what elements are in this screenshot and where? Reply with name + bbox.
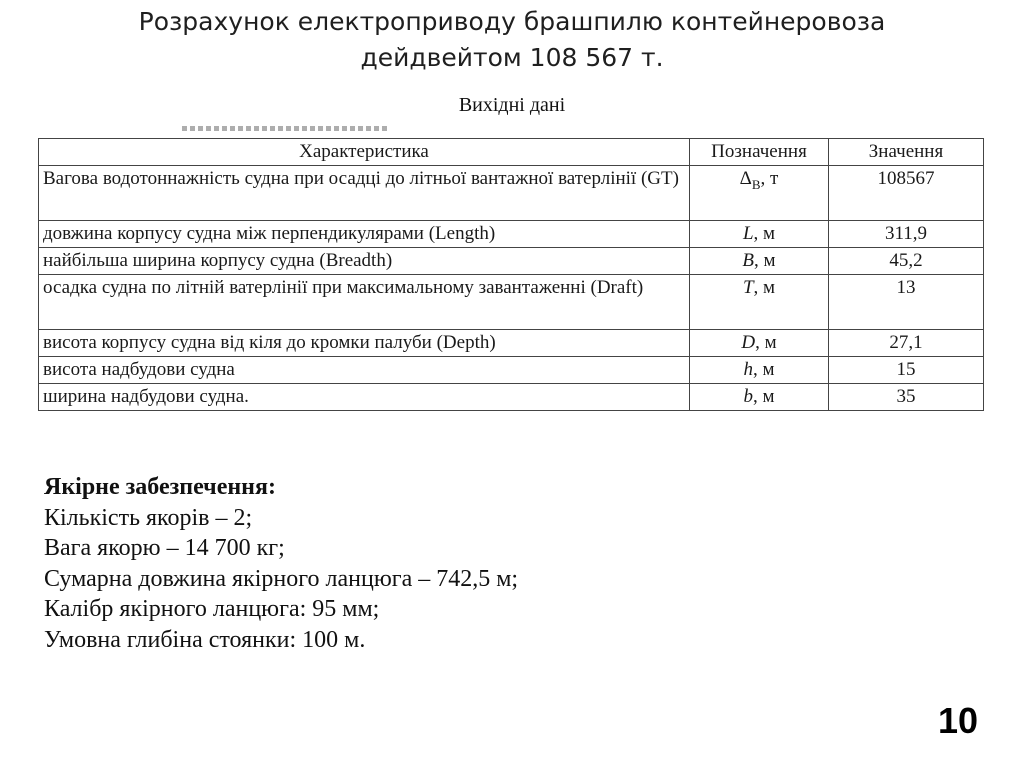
table-row xyxy=(39,330,984,357)
symbol-letter: L xyxy=(742,223,754,244)
row-name: ширина надбудови судна. xyxy=(39,384,690,411)
header-symbol: Позначення xyxy=(690,139,829,166)
page-number: 10 xyxy=(937,700,978,741)
row-value: 27,1 xyxy=(829,330,984,357)
header-characteristic: Характеристика xyxy=(39,139,690,166)
table-row xyxy=(39,275,984,330)
slide-title-line-2: дейдвейтом 108 567 т. xyxy=(360,43,664,72)
table-header-row xyxy=(39,139,984,166)
row-value: 13 xyxy=(829,275,984,330)
row-symbol: b, м xyxy=(690,384,829,411)
row-unit: м xyxy=(762,386,775,407)
table-row xyxy=(39,166,984,221)
row-name: найбільша ширина корпусу судна (Breadth) xyxy=(39,248,690,275)
slide-title-line-1: Розрахунок електроприводу брашпилю контейнеровоза xyxy=(138,7,886,36)
row-unit: м xyxy=(763,277,776,298)
table-row xyxy=(39,384,984,411)
table-row xyxy=(39,357,984,384)
row-symbol: h, м xyxy=(690,357,829,384)
anchor-line: Калібр якірного ланцюга: 95 мм; xyxy=(44,596,380,623)
row-name: Вагова водотоннажність судна при осадці до літньої вантажної ватерлінії (GT) xyxy=(39,166,690,221)
symbol-letter: b xyxy=(743,386,753,407)
symbol-delta: $\Delta_B$ xyxy=(739,168,761,192)
anchor-equipment-block xyxy=(44,472,518,656)
symbol-letter: T xyxy=(742,277,754,298)
row-name: висота надбудови судна xyxy=(39,357,690,384)
row-symbol: T, м xyxy=(690,275,829,330)
row-value: 15 xyxy=(829,357,984,384)
symbol-letter: h xyxy=(743,359,753,380)
row-unit: м xyxy=(763,223,776,244)
row-value: 311,9 xyxy=(829,221,984,248)
row-unit: м xyxy=(763,250,776,271)
row-symbol: D, м xyxy=(690,330,829,357)
row-symbol: $\Delta_B$, т xyxy=(690,166,829,221)
scan-artifact xyxy=(182,126,387,131)
row-value: 108567 xyxy=(829,166,984,221)
row-unit: м xyxy=(762,359,775,380)
header-value: Значення xyxy=(829,139,984,166)
row-symbol: L, м xyxy=(690,221,829,248)
row-name: довжина корпусу судна між перпендикулярами (Length) xyxy=(39,221,690,248)
table-caption: Вихідні дані xyxy=(458,94,566,116)
anchor-line: Сумарна довжина якірного ланцюга – 742,5 м; xyxy=(44,565,519,592)
row-value: 35 xyxy=(829,384,984,411)
row-unit: м xyxy=(764,332,777,353)
table-row xyxy=(39,248,984,275)
slide-title xyxy=(0,4,1024,76)
row-unit: т xyxy=(770,168,779,189)
anchor-line: Кількість якорів – 2; xyxy=(44,504,253,531)
symbol-letter: B xyxy=(742,250,755,271)
anchor-heading: Якірне забезпечення: xyxy=(44,474,276,500)
symbol-subscript: B xyxy=(751,176,761,192)
row-symbol: B, м xyxy=(690,248,829,275)
table-row xyxy=(39,221,984,248)
anchor-line: Вага якорю – 14 700 кг; xyxy=(44,535,285,562)
symbol-letter: D xyxy=(741,332,756,353)
anchor-line: Умовна глибіна стоянки: 100 м. xyxy=(44,626,366,653)
row-name: висота корпусу судна від кіля до кромки палуби (Depth) xyxy=(39,330,690,357)
row-name: осадка судна по літній ватерлінії при максимальному завантаженні (Draft) xyxy=(39,275,690,330)
initial-data-table xyxy=(38,138,984,411)
row-value: 45,2 xyxy=(829,248,984,275)
